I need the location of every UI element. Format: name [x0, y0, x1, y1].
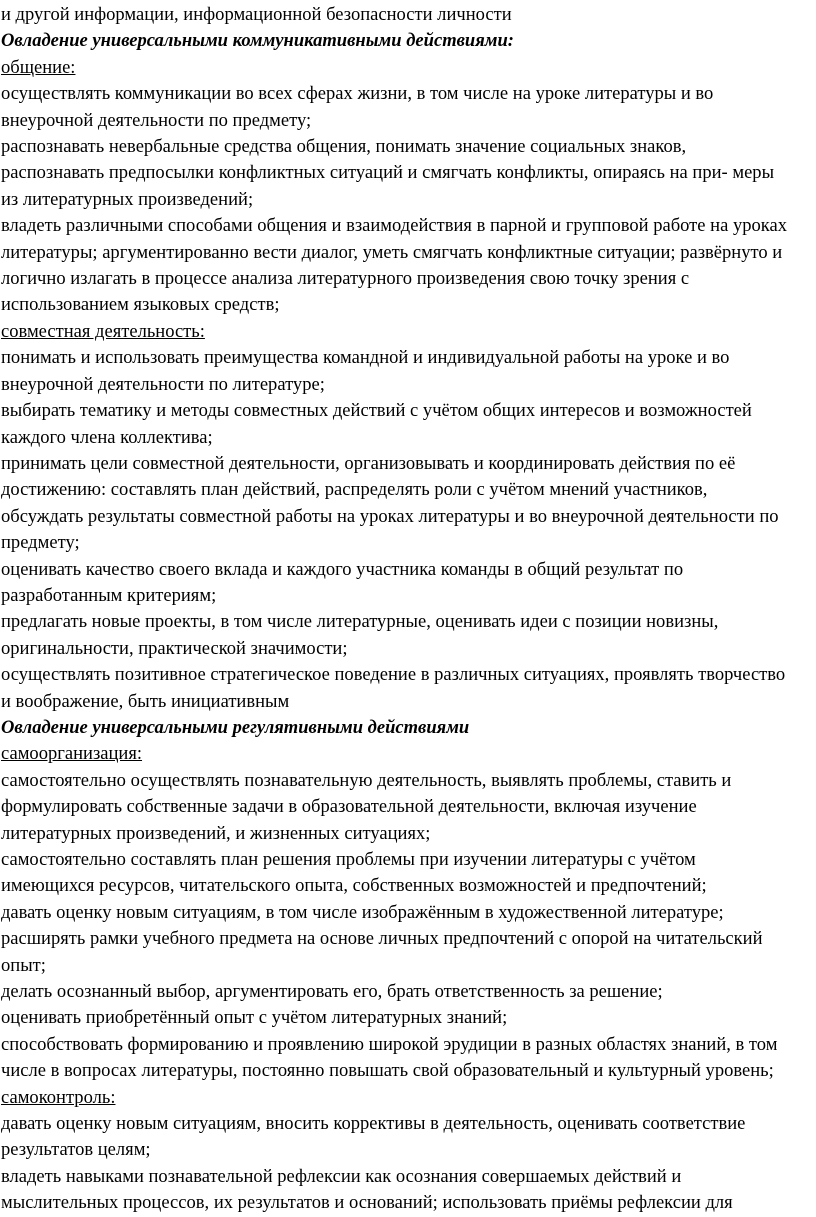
text-line: расширять рамки учебного предмета на основе личных предпочтений с опорой на читательский [1, 928, 763, 950]
text-line: предлагать новые проекты, в том числе литературные, оценивать идеи с позиции новизны, [1, 611, 719, 633]
text-line: осуществлять позитивное стратегическое поведение в различных ситуациях, проявлять творчество [1, 664, 786, 686]
section-heading-communicative: Овладение универсальными коммуникативными действиями: [1, 30, 514, 52]
subheading-self-organization: самоорганизация: [1, 743, 143, 765]
text-line: и воображение, быть инициативным [1, 690, 290, 712]
text-line: результатов целям; [1, 1139, 151, 1161]
text-line: использованием языковых средств; [1, 294, 280, 316]
text-line: самостоятельно составлять план решения проблемы при изучении литературы с учётом [1, 849, 696, 870]
text-line: распознавать невербальные средства общения, понимать значение социальных знаков, [1, 136, 687, 158]
text-line: числе в вопросах литературы, постоянно повышать свой образовательный и культурный уровень; [1, 1060, 774, 1082]
text-line: принимать цели совместной деятельности, организовывать и координировать действия по её [1, 452, 736, 474]
text-line: имеющихся ресурсов, читательского опыта, собственных возможностей и предпочтений; [1, 875, 707, 897]
text-line: из литературных произведений; [1, 188, 254, 210]
text-line: литературы; аргументированно вести диалог, уметь смягчать конфликтные ситуации; развёрнуто и [1, 241, 783, 263]
text-line: распознавать предпосылки конфликтных ситуаций и смягчать конфликты, опираясь на при- меры [1, 162, 775, 184]
text-line: формулировать собственные задачи в образовательной деятельности, включая изучение [1, 796, 697, 818]
text-line: литературных произведений, и жизненных ситуациях; [1, 822, 431, 844]
text-line: оценивать качество своего вклада и каждого участника команды в общий результат по [1, 558, 684, 580]
text-line: разработанным критериям; [1, 584, 217, 606]
text-line: предмету; [1, 532, 80, 554]
text-line: осуществлять коммуникации во всех сферах жизни, в том числе на уроке литературы и во [1, 83, 714, 105]
text-line: давать оценку новым ситуациям, в том числе изображённым в художественной литературе; [1, 901, 724, 923]
subheading-self-control: самоконтроль: [1, 1086, 116, 1108]
text-line: давать оценку новым ситуациям, вносить коррективы в деятельность, оценивать соответствие [1, 1113, 746, 1135]
text-line: владеть навыками познавательной рефлексии как осознания совершаемых действий и [1, 1165, 682, 1187]
text-line: оценивать приобретённый опыт с учётом литературных знаний; [1, 1007, 508, 1029]
text-line: обсуждать результаты совместной работы на уроках литературы и во внеурочной деятельности по [1, 505, 779, 527]
text-line: достижению: составлять план действий, распределять роли с учётом мнений участников, [1, 479, 708, 501]
text-line: каждого члена коллектива; [1, 426, 213, 448]
subheading-communication: общение: [1, 56, 76, 78]
text-line: самостоятельно осуществлять познавательную деятельность, выявлять проблемы, ставить и [1, 769, 732, 791]
text-line: мыслительных процессов, их результатов и оснований; использовать приёмы рефлексии для [1, 1192, 733, 1214]
text-line: опыт; [1, 954, 46, 976]
text-line: и другой информации, информационной безопасности личности [1, 4, 512, 25]
subheading-joint-activity: совместная деятельность: [1, 320, 205, 342]
text-line: внеурочной деятельности по литературе; [1, 373, 325, 395]
text-line: логично излагать в процессе анализа литературного произведения свою точку зрения с [1, 268, 690, 290]
text-line: способствовать формированию и проявлению широкой эрудиции в разных областях знаний, в том [1, 1033, 778, 1055]
text-line: оригинальности, практической значимости; [1, 637, 348, 659]
text-line: выбирать тематику и методы совместных действий с учётом общих интересов и возможностей [1, 400, 752, 422]
section-heading-regulatory: Овладение универсальными регулятивными действиями [1, 716, 470, 738]
text-line: делать осознанный выбор, аргументировать его, брать ответственность за решение; [1, 981, 663, 1003]
text-line: понимать и использовать преимущества командной и индивидуальной работы на уроке и во [1, 347, 730, 369]
text-line: владеть различными способами общения и взаимодействия в парной и групповой работе на уроках [1, 215, 788, 237]
text-line: внеурочной деятельности по предмету; [1, 109, 312, 131]
